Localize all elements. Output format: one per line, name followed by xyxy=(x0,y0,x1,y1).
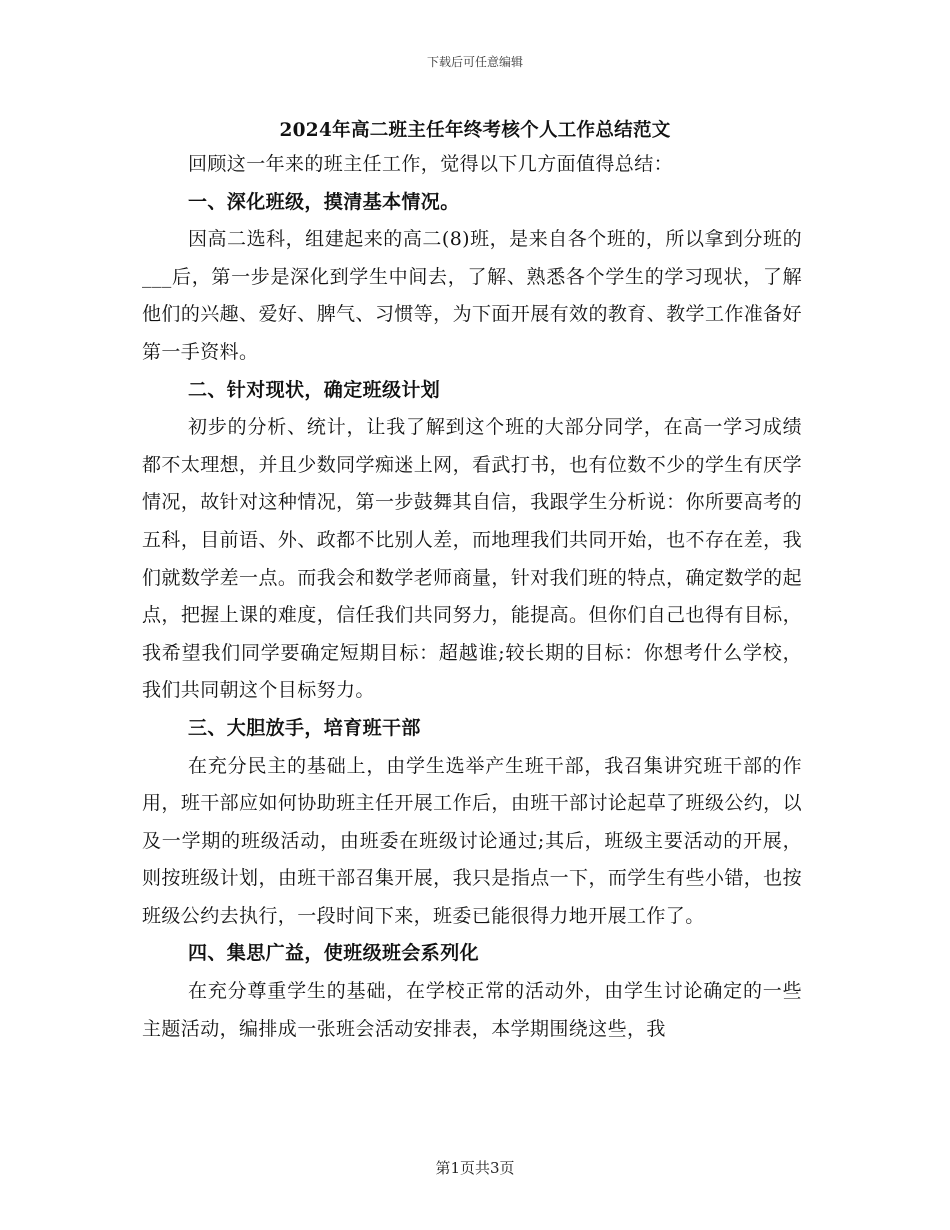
section-paragraph-3: 在充分民主的基础上，由学生选举产生班干部，我召集讲究班干部的作用，班干部应如何协助班主任开展工作后，由班干部讨论起草了班级公约，以及一学期的班级活动，由班委在班级讨论通过;其后，班级主要活动的开展，则按班级计划，由班干部召集开展，我只是指点一下，而学生有些小错，也按班级公约去执行，一段时间下来，班委已能很得力地开展工作了。 xyxy=(142,754,802,927)
page-number-footer: 第1页共3页 xyxy=(435,1159,515,1177)
section-paragraph-1: 因高二选科，组建起来的高二(8)班，是来自各个班的，所以拿到分班的___后，第一步是深化到学生中间去，了解、熟悉各个学生的学习现状，了解他们的兴趣、爱好、脾气、习惯等，为下面开展有效的教育、教学工作准备好第一手资料。 xyxy=(142,228,802,363)
section-paragraph-2: 初步的分析、统计，让我了解到这个班的大部分同学，在高一学习成绩都不太理想，并且少数同学痴迷上网，看武打书，也有位数不少的学生有厌学情况，故针对这种情况，第一步鼓舞其自信，我跟学生分析说：你所要高考的五科，目前语、外、政都不比别人差，而地理我们共同开始，也不存在差，我们就数学差一点。而我会和数学老师商量，针对我们班的特点，确定数学的起点，把握上课的难度，信任我们共同努力，能提高。但你们自己也得有目标，我希望我们同学要确定短期目标：超越谁;较长期的目标：你想考什么学校，我们共同朝这个目标努力。 xyxy=(142,416,802,702)
page-header-note: 下载后可任意编辑 xyxy=(426,55,523,69)
section-heading-2: 二、针对现状，确定班级计划 xyxy=(188,378,441,401)
document-body xyxy=(142,146,802,1048)
document-title: 2024年高二班主任年终考核个人工作总结范文 xyxy=(279,120,671,141)
section-heading-3: 三、大胆放手，培育班干部 xyxy=(188,716,421,739)
section-heading-4: 四、集思广益，使班级班会系列化 xyxy=(188,942,480,965)
section-paragraph-4: 在充分尊重学生的基础，在学校正常的活动外，由学生讨论确定的一些主题活动，编排成一张班会活动安排表，本学期围绕这些，我 xyxy=(142,980,802,1040)
section-heading-1: 一、深化班级，摸清基本情况。 xyxy=(188,190,460,213)
intro-paragraph: 回顾这一年来的班主任工作，觉得以下几方面值得总结： xyxy=(188,153,674,175)
